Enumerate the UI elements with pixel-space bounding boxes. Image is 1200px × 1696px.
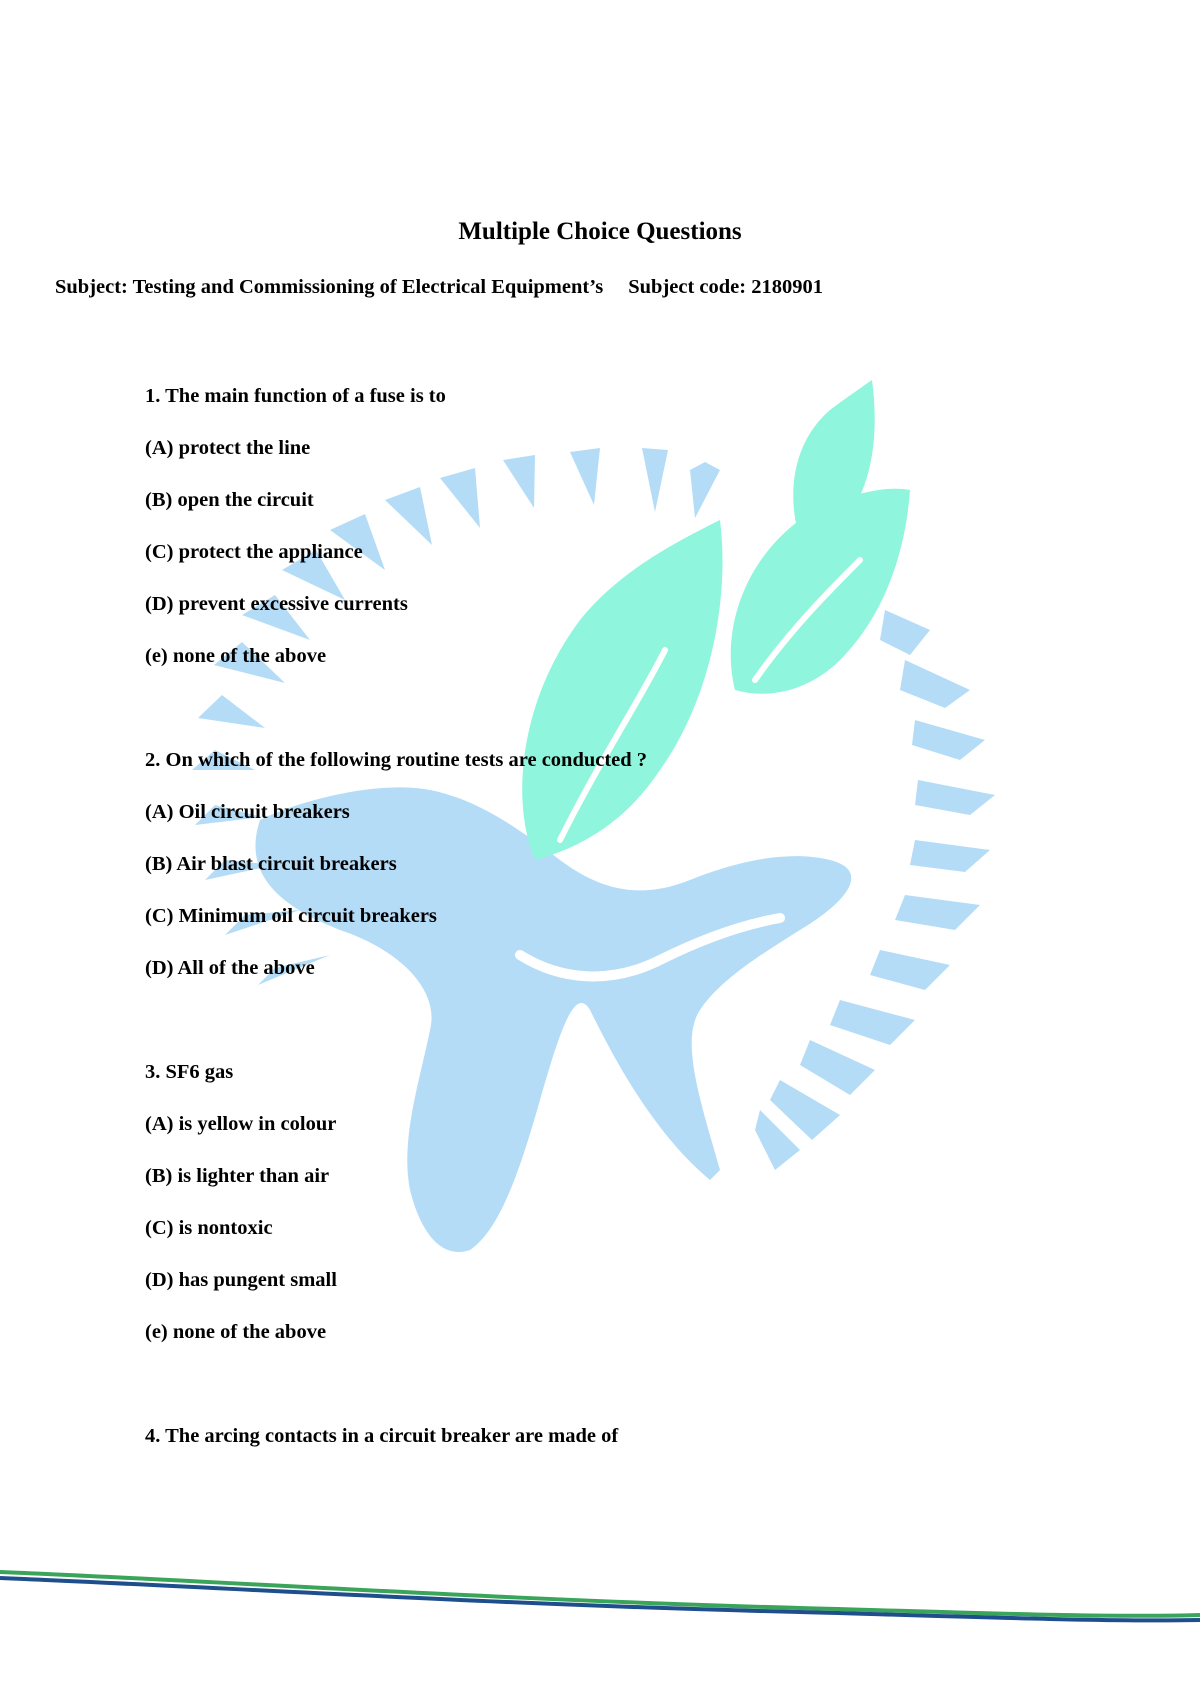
- option-d: (D) prevent excessive currents: [145, 593, 408, 615]
- question-text: 3. SF6 gas: [145, 1061, 234, 1083]
- option-a: (A) is yellow in colour: [145, 1113, 337, 1135]
- option-c: (C) Minimum oil circuit breakers: [145, 905, 437, 927]
- option-b: (B) Air blast circuit breakers: [145, 853, 397, 875]
- option-d: (D) has pungent small: [145, 1269, 337, 1291]
- option-b: (B) is lighter than air: [145, 1165, 330, 1187]
- subject-code: Subject code: 2180901: [628, 276, 823, 298]
- option-a: (A) protect the line: [145, 437, 311, 459]
- option-c: (C) is nontoxic: [145, 1217, 273, 1239]
- subject-label: Subject: Testing and Commissioning of Electrical Equipment’s: [55, 276, 604, 298]
- footer-line-green: [0, 1572, 1200, 1616]
- question-list: [145, 384, 647, 1528]
- question-text: 2. On which of the following routine tests are conducted ?: [145, 749, 648, 771]
- option-a: (A) Oil circuit breakers: [145, 801, 350, 823]
- page-title: Multiple Choice Questions: [458, 218, 742, 245]
- question-2: [145, 748, 647, 1008]
- option-b: (B) open the circuit: [145, 489, 314, 511]
- question-3: [145, 1060, 647, 1372]
- option-d: (D) All of the above: [145, 957, 315, 979]
- subject-line: [55, 276, 823, 299]
- option-c: (C) protect the appliance: [145, 541, 363, 563]
- option-e: (e) none of the above: [145, 645, 327, 667]
- footer-swoosh: [0, 1560, 1200, 1640]
- question-1: [145, 384, 647, 696]
- option-e: (e) none of the above: [145, 1321, 327, 1343]
- question-text: 1. The main function of a fuse is to: [145, 385, 446, 407]
- question-text: 4. The arcing contacts in a circuit breaker are made of: [145, 1425, 619, 1447]
- question-4: [145, 1424, 647, 1476]
